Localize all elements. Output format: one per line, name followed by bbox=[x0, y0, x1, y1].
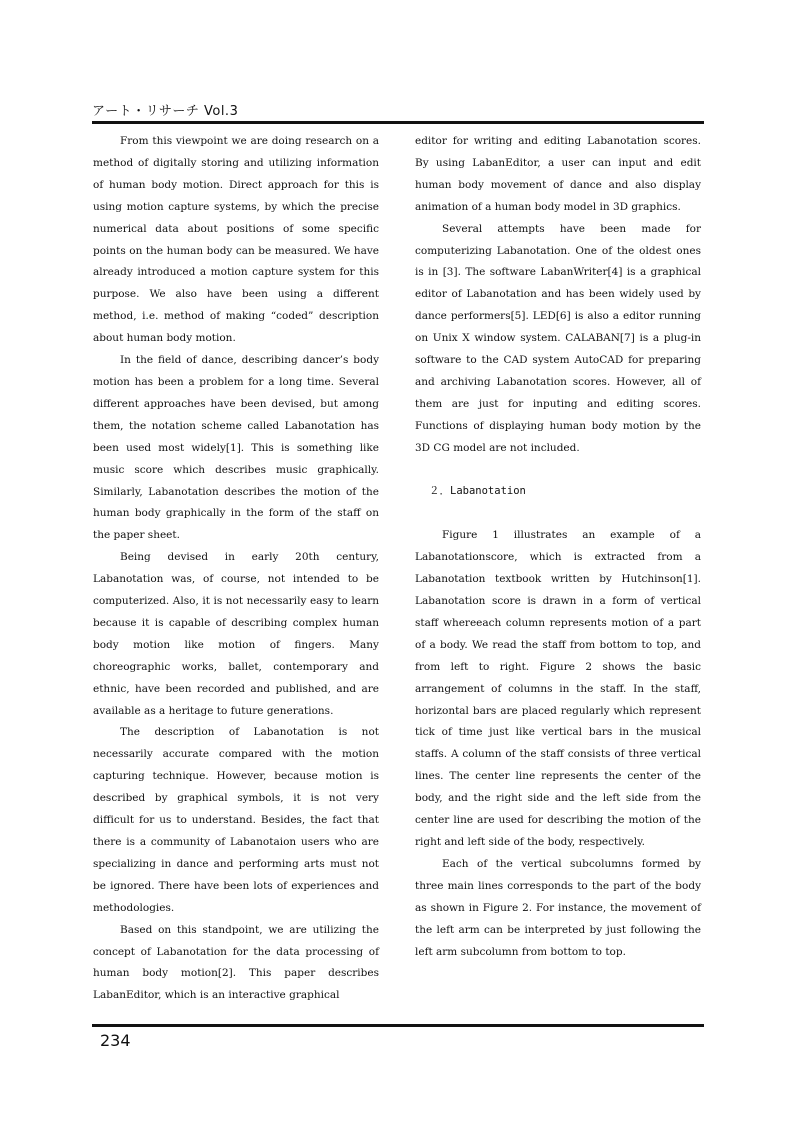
body-paragraph: Several attempts have been made for computerizing Labanotation. One of the oldest ones is in [3]. The software LabanWriter[4] is a graphical editor of Labanotation and has been widely used by dance performers[5]. LED[6] is also a editor running on Unix X window system. CALABAN[7] is a plug-in software to the CAD system AutoCAD for preparing and archiving Labanotation scores. However, all of them are just for inputing and editing scores. Functions of displaying human body motion by the 3D CG model are not included. bbox=[415, 222, 701, 454]
spacer bbox=[415, 503, 701, 525]
spacer bbox=[415, 460, 701, 482]
journal-title: アート・リサーチ Vol.3 bbox=[92, 104, 239, 119]
body-paragraph-continued: editor for writing and editing Labanotation scores. By using LabanEditor, a user can input and edit human body movement of dance and also display animation of a human body model in 3D graphics. bbox=[415, 135, 701, 213]
body-paragraph: Figure 1 illustrates an example of a Labanotationscore, which is extracted from a Labanotation textbook written by Hutchinson[1]. Labanotation score is drawn in a form of vertical staff whereeach column represents motion of a part of a body. We read the staff from bottom to top, and from left to right. Figure 2 shows the basic arrangement of columns in the staff. In the staff, horizontal bars are placed regularly which represent tick of time just like vertical bars in the musical staffs. A column of the staff consists of three vertical lines. The center line represents the center of the body, and the right side and the left side from the center line are used for describing the motion of the right and left side of the body, respectively. bbox=[415, 529, 701, 848]
body-paragraph: Based on this standpoint, we are utilizing the concept of Labanotation for the data processing of human body motion[2]. This paper describes LabanEditor, which is an interactive graphical bbox=[93, 923, 379, 1002]
page-header bbox=[92, 104, 704, 120]
body-paragraph: The description of Labanotation is not necessarily accurate compared with the motion capturing technique. However, because motion is described by graphical symbols, it is not very difficult for us to understand. Besides, the fact that there is a community of Labanotaion users who are specializing in dance and performing arts must not be ignored. There have been lots of experiences and methodologies. bbox=[93, 726, 379, 914]
right-column bbox=[415, 131, 701, 963]
body-paragraph: Being devised in early 20th century, Labanotation was, of course, not intended to be computerized. Also, it is not necessarily easy to learn because it is capable of describing complex human body motion like motion of fingers. Many choreographic works, ballet, contemporary and ethnic, have been recorded and published, and are available as a heritage to future generations. bbox=[93, 551, 379, 717]
body-paragraph: In the field of dance, describing dancer’s body motion has been a problem for a long time. Several different approaches have been devised, but among them, the notation scheme called Labanotation has been used most widely[1]. This is something like music score which describes music graphically. Similarly, Labanotation describes the motion of the human body graphically in the form of the staff on the paper sheet. bbox=[93, 354, 379, 542]
header-rule bbox=[92, 121, 704, 124]
body-paragraph: Each of the vertical subcolumns formed by three main lines corresponds to the part of the body as shown in Figure 2. For instance, the movement of the left arm can be interpreted by just following the left arm subcolumn from bottom to top. bbox=[415, 857, 701, 958]
footer-rule bbox=[92, 1024, 704, 1027]
page-number: 234 bbox=[100, 1031, 131, 1050]
section-heading: ２．Labanotation bbox=[429, 485, 526, 498]
left-column bbox=[93, 131, 379, 1007]
body-paragraph: From this viewpoint we are doing research on a method of digitally storing and utilizing information of human body motion. Direct approach for this is using motion capture systems, by which the precise numerical data about positions of some specific points on the human body can be measured. We have already introduced a motion capture system for this purpose. We also have been using a different method, i.e. method of making “coded” description about human body motion. bbox=[93, 135, 379, 345]
